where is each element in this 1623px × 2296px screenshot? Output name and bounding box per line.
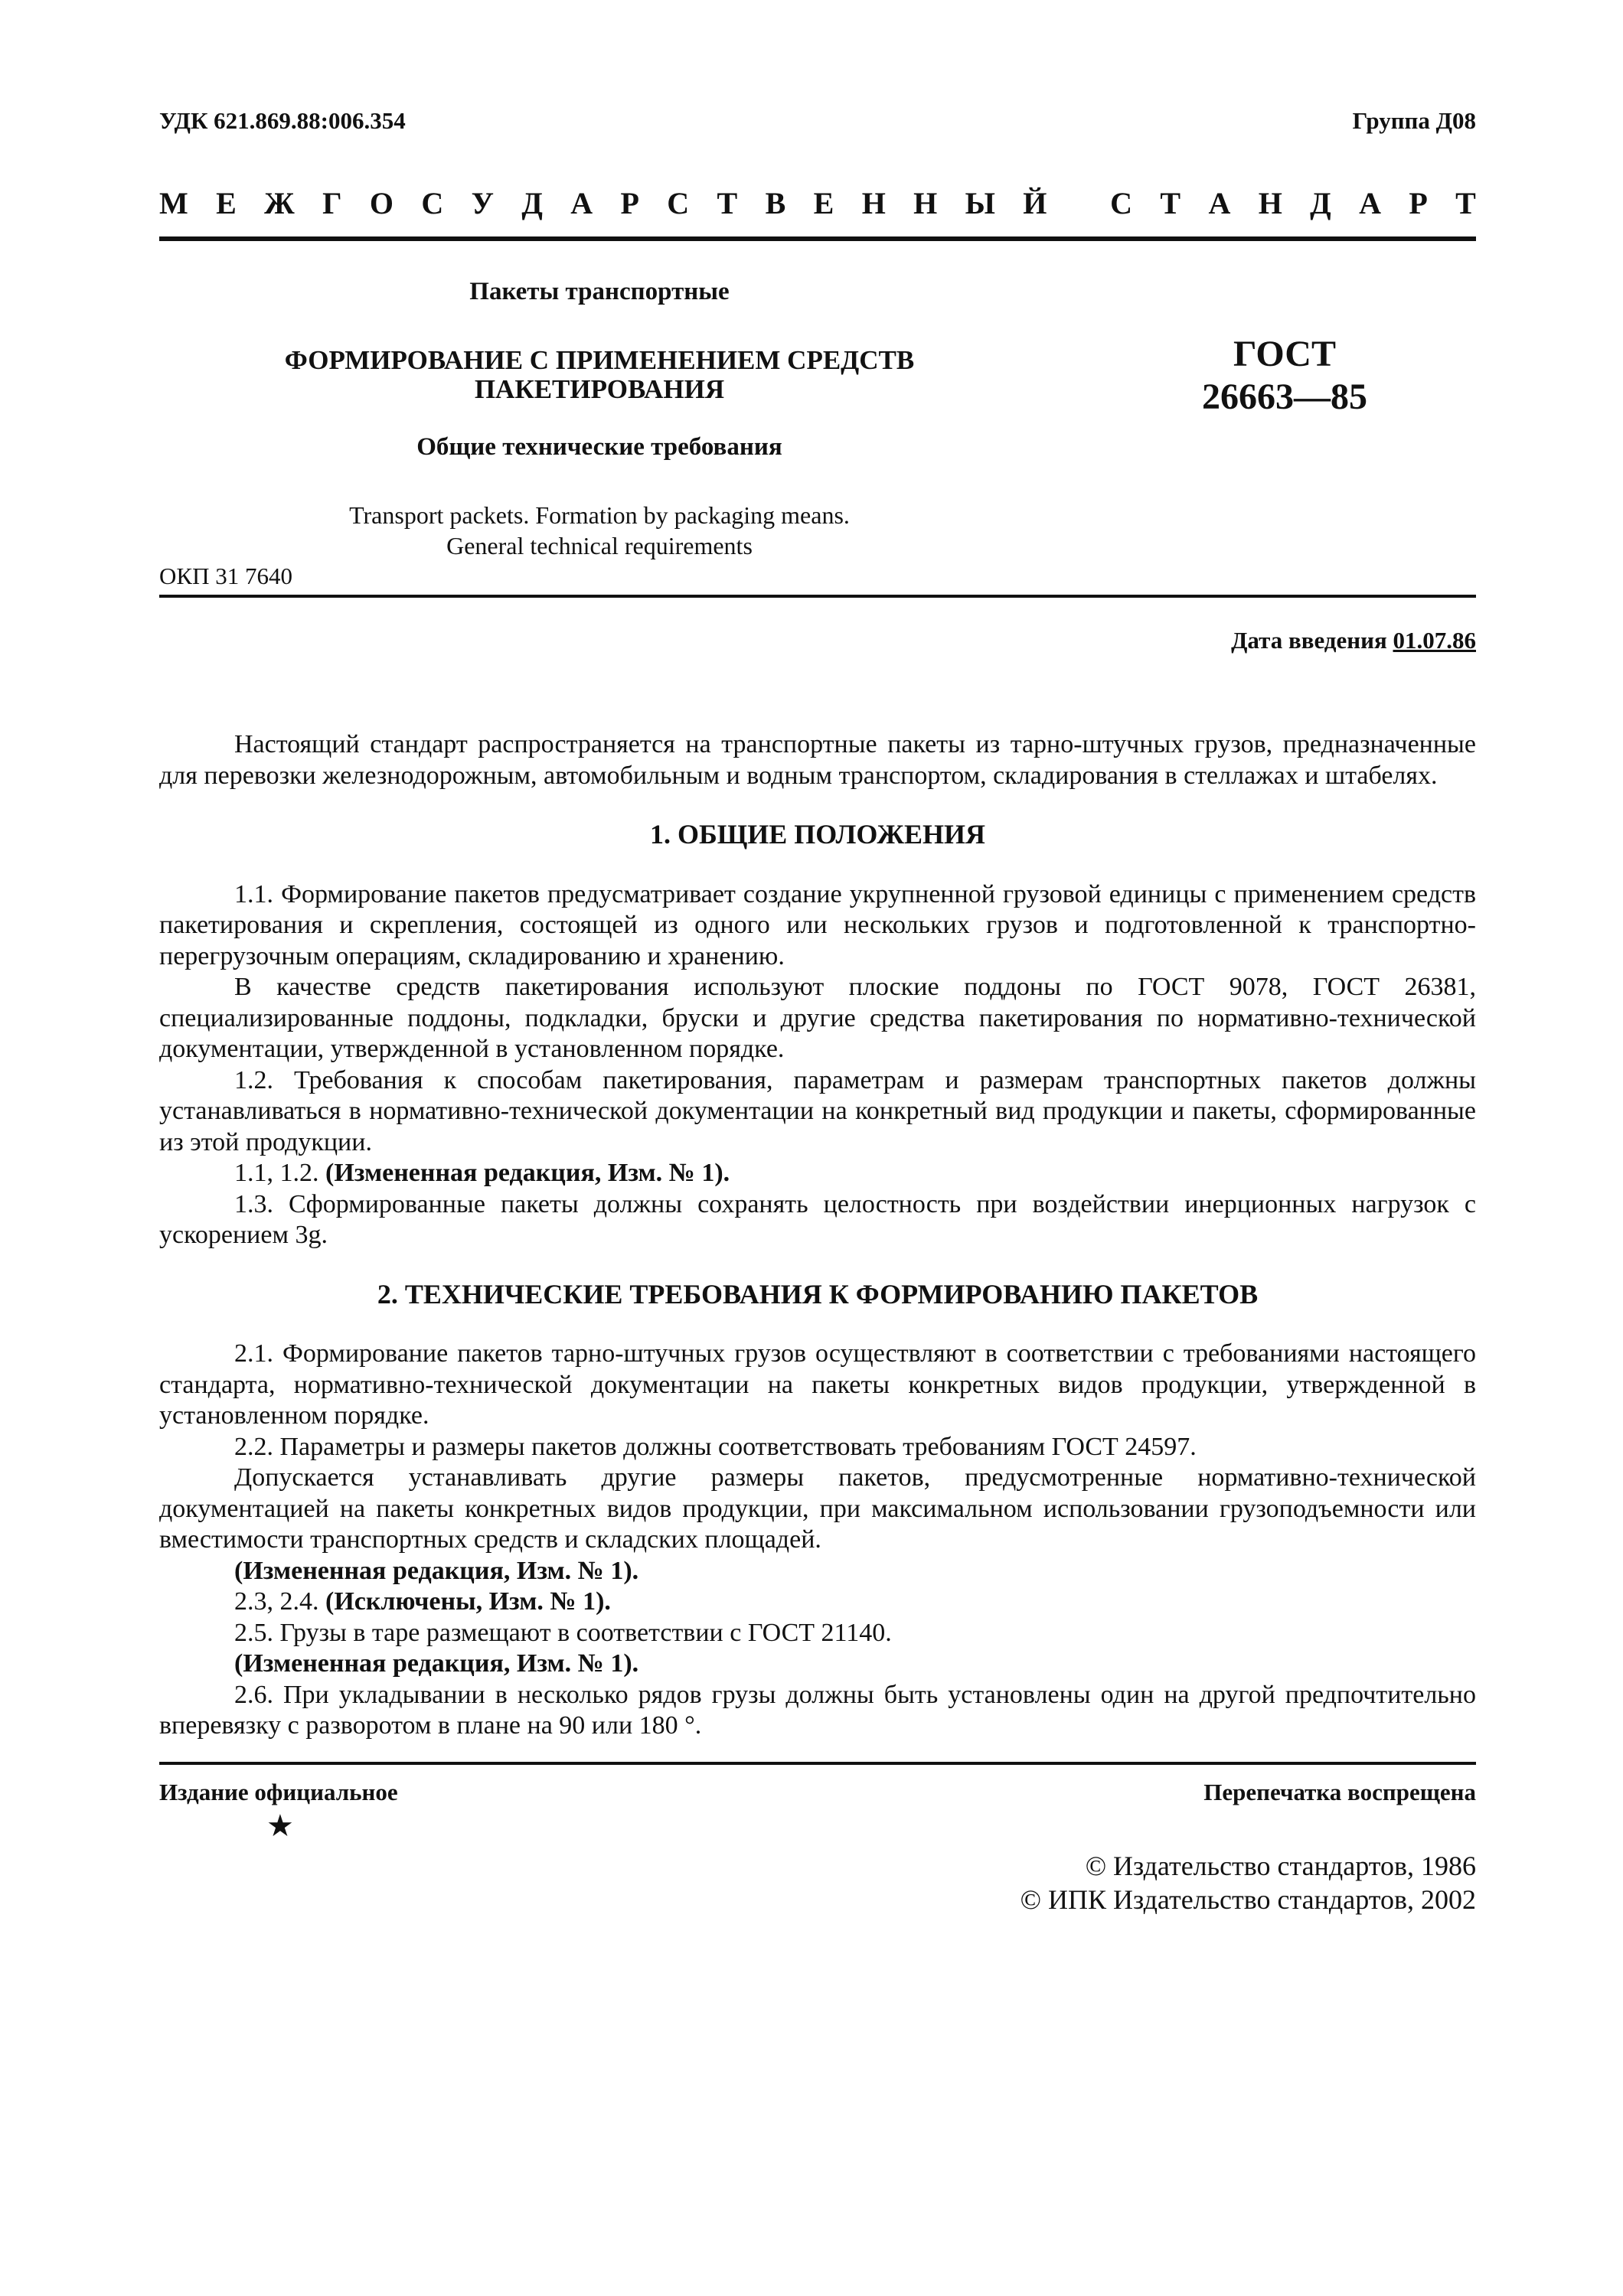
english-title-line2: General technical requirements: [446, 532, 753, 559]
clause-2-2: 2.2. Параметры и размеры пакетов должны соответствовать требованиям ГОСТ 24597.: [234, 1432, 1197, 1461]
gost-number: 26663—85: [1202, 377, 1367, 417]
banner-letter: У: [471, 186, 494, 220]
amendment-prefix: 1.1, 1.2.: [234, 1159, 319, 1187]
banner-letter: М: [159, 186, 188, 220]
amendment-note: (Измененная редакция, Изм. № 1).: [325, 1159, 730, 1187]
excluded-note: (Исключены, Изм. № 1).: [325, 1587, 611, 1616]
section1-heading: 1. ОБЩИЕ ПОЛОЖЕНИЯ: [649, 819, 986, 850]
banner-letter: Н: [1258, 186, 1282, 220]
banner-letter: Т: [717, 186, 738, 220]
title-block: [159, 241, 1476, 563]
reprint-prohibited: Перепечатка воспрещена: [1203, 1778, 1476, 1805]
banner-letter: Ж: [264, 186, 295, 220]
udk-code: УДК 621.869.88:006.354: [159, 107, 406, 134]
okp-code: ОКП 31 7640: [159, 563, 292, 589]
document-title: [159, 346, 1040, 404]
english-title: [159, 500, 1040, 561]
clause-2-2-other-sizes: Допускается устанавливать другие размеры пакетов, предусмотренные нормативно-технической документацией на пакеты конкретных видов продукции, при максимальном использовании грузоподъемности или вместимости транспортных средств и складских площадей.: [159, 1463, 1476, 1554]
banner-letter: А: [1359, 186, 1381, 220]
banner-letter: Н: [913, 186, 938, 220]
clause-2-5: 2.5. Грузы в таре размещают в соответствии с ГОСТ 21140.: [234, 1618, 892, 1647]
gost-designation: [1147, 333, 1422, 419]
okp-rule: [159, 595, 1476, 598]
gost-label: ГОСТ: [1233, 334, 1336, 374]
title-text-block: [159, 241, 1040, 561]
star-icon: ★: [266, 1808, 294, 1843]
clause-2-1: 2.1. Формирование пакетов тарно-штучных грузов осуществляют в соответствии с требованиями настоящего стандарта, нормативно-технической документации на пакеты конкретных видов продукции, утвержденной в установленном порядке.: [159, 1339, 1476, 1430]
banner-letter: С: [421, 186, 444, 220]
clause-2-3-2-4: [159, 1587, 1476, 1618]
banner-letter: С: [1110, 186, 1133, 220]
clause-1-3: 1.3. Сформированные пакеты должны сохранять целостность при воздействии инерционных нагрузок с ускорением 3g.: [159, 1189, 1476, 1249]
clause-2-6: 2.6. При укладывании в несколько рядов грузы должны быть установлены один на другой предпочтительно вперевязку с разворотом в плане на 90 или 180 °.: [159, 1680, 1476, 1740]
banner-letter: Й: [1023, 186, 1047, 220]
english-title-line1: Transport packets. Formation by packaging means.: [349, 501, 850, 529]
banner-letter: Е: [216, 186, 237, 220]
document-title-line1: ФОРМИРОВАНИЕ С ПРИМЕНЕНИЕМ СРЕДСТВ: [284, 345, 915, 375]
banner-letter: А: [1208, 186, 1231, 220]
excluded-prefix: 2.3, 2.4.: [234, 1587, 319, 1616]
banner-letter: С: [667, 186, 690, 220]
footer-row: [159, 1779, 1476, 1806]
banner-letter: Р: [620, 186, 639, 220]
amendment-1-1-1-2: [159, 1158, 1476, 1189]
banner-letter: Т: [1160, 186, 1181, 220]
clause-1-2: 1.2. Требования к способам пакетирования, параметрам и размерам транспортных пакетов должны устанавливаться в нормативно-технической документации на конкретный вид продукции и пакеты, сформированные из этой продукции.: [159, 1065, 1476, 1156]
document-body: [159, 729, 1476, 1742]
copyright-1986: © Издательство стандартов, 1986: [1085, 1850, 1476, 1881]
effective-date-label: Дата введения: [1231, 627, 1387, 654]
amendment-2-5: (Измененная редакция, Изм. № 1).: [234, 1649, 639, 1678]
intro-paragraph: Настоящий стандарт распространяется на транспортные пакеты из тарно-штучных грузов, предназначенные для перевозки железнодорожным, автомобильным и водным транспортом, складирования в стеллажах и штабелях.: [159, 730, 1476, 790]
banner-letter: Т: [1455, 186, 1476, 220]
standard-banner: [159, 185, 1476, 221]
clause-1-1-pallets: В качестве средств пакетирования используют плоские поддоны по ГОСТ 9078, ГОСТ 26381, специализированные поддоны, подкладки, бруски и другие средства пакетирования по нормативно-технической документации, утвержденной в установленном порядке.: [159, 973, 1476, 1063]
copyright-block: [159, 1849, 1476, 1916]
document-title-line2: ПАКЕТИРОВАНИЯ: [474, 374, 725, 404]
banner-letter: А: [570, 186, 593, 220]
banner-letter: В: [765, 186, 786, 220]
official-edition: Издание официальное: [159, 1778, 398, 1805]
banner-letter: Е: [813, 186, 834, 220]
group-code: Группа Д08: [1352, 107, 1476, 134]
clause-1-1: 1.1. Формирование пакетов предусматривает создание укрупненной грузовой единицы с применением средств пакетирования и скрепления, состоящей из одного или нескольких грузов и подготовленной к транспортно-перегрузочным операциям, складированию и хранению.: [159, 879, 1476, 970]
banner-word-gap: [1075, 185, 1083, 221]
document-subtitle: Общие технические требования: [416, 433, 782, 461]
copyright-2002: © ИПК Издательство стандартов, 2002: [1020, 1883, 1476, 1915]
banner-letter: Д: [521, 186, 543, 220]
banner-letter: Г: [322, 186, 342, 220]
effective-date-value: 01.07.86: [1393, 627, 1476, 654]
banner-letter: О: [369, 186, 394, 220]
banner-letter: Д: [1310, 186, 1331, 220]
banner-letter: Н: [861, 186, 886, 220]
banner-letter: Р: [1409, 186, 1428, 220]
header-row: [159, 107, 1476, 135]
footer-rule: [159, 1762, 1476, 1765]
banner-letter: Ы: [965, 186, 995, 220]
document-page: [159, 107, 1476, 1916]
amendment-2-2: (Измененная редакция, Изм. № 1).: [234, 1556, 639, 1585]
document-subject: Пакеты транспортные: [469, 278, 730, 305]
effective-date: [159, 627, 1476, 654]
section2-heading: 2. ТЕХНИЧЕСКИЕ ТРЕБОВАНИЯ К ФОРМИРОВАНИЮ ПАКЕТОВ: [377, 1278, 1259, 1309]
